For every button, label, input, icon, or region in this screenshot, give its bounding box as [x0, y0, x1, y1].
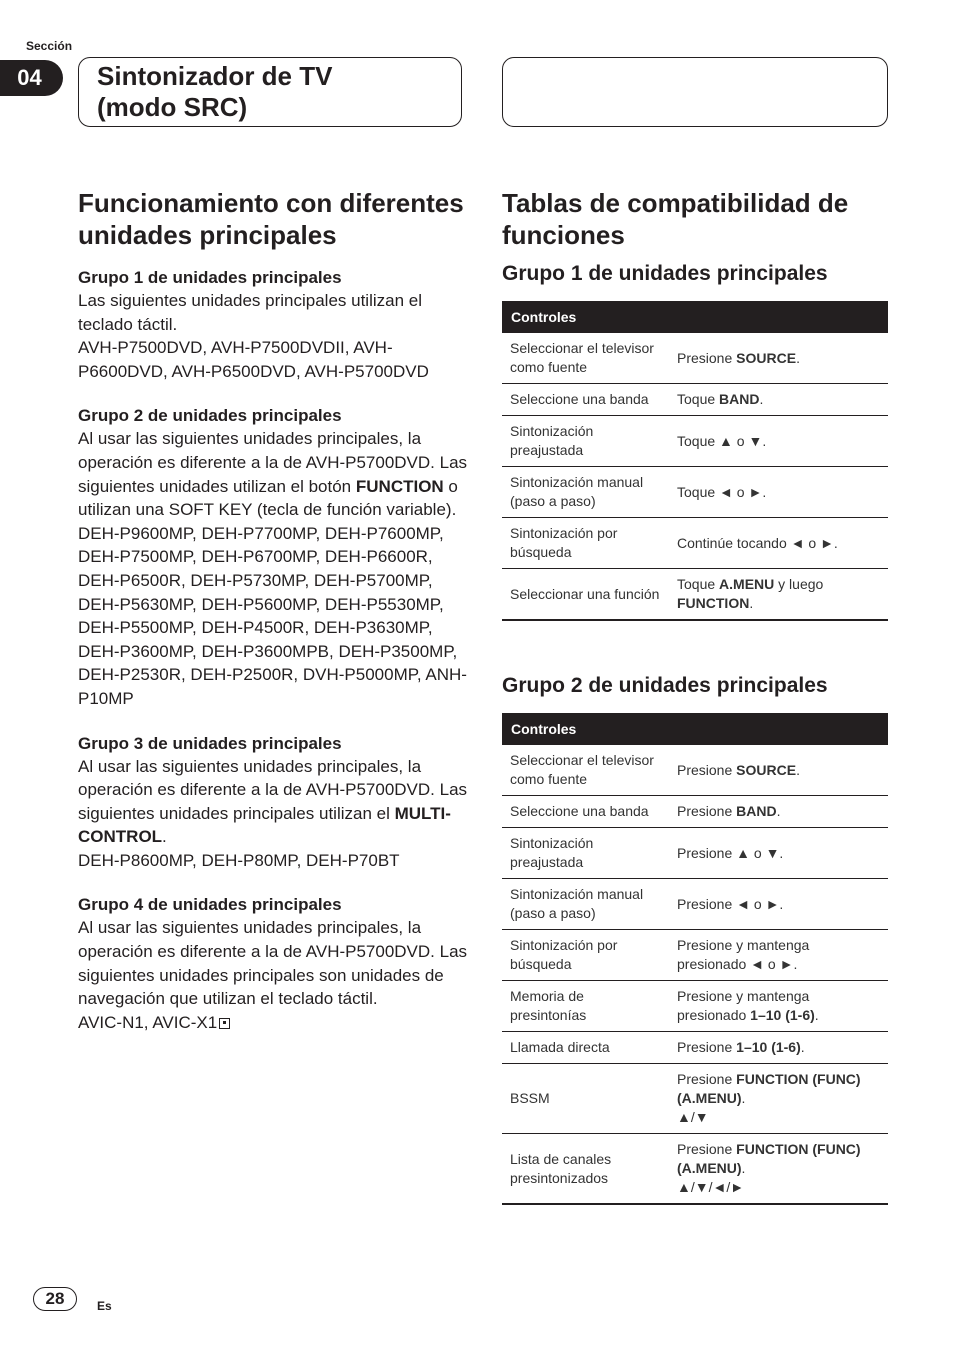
control-name: SOURCE	[736, 349, 797, 366]
group-4-block	[78, 894, 470, 1034]
function-cell: Memoria de presintonías	[502, 981, 669, 1032]
operation-cell	[669, 879, 888, 930]
operation-text: .	[759, 391, 764, 407]
function-cell: Sintonización preajustada	[502, 416, 669, 467]
group-models: AVIC-N1, AVIC-X1	[78, 1011, 470, 1035]
operation-text: Presione	[677, 803, 737, 819]
group-heading: Grupo 3 de unidades principales	[78, 733, 342, 753]
function-cell: Sintonización manual (paso a paso)	[502, 467, 669, 518]
operation-cell	[669, 569, 888, 621]
function-cell: Seleccionar el televisor como fuente	[502, 745, 669, 796]
arrow-keys-text: ▲/▼/◄/►	[677, 1179, 745, 1195]
control-name: FUNCTION (FUNC) (A.MENU)	[677, 1141, 861, 1176]
group-models: AVH-P7500DVD, AVH-P7500DVDII, AVH-P6600DVD, AVH-P6500DVD, AVH-P5700DVD	[78, 338, 429, 381]
group-heading: Grupo 4 de unidades principales	[78, 895, 342, 915]
operation-text: .	[741, 1160, 746, 1176]
control-name: 1–10 (1-6)	[736, 1039, 801, 1055]
left-column	[78, 187, 470, 1034]
operation-text: Presione	[677, 761, 737, 778]
table1-heading: Grupo 1 de unidades principales	[502, 262, 828, 285]
table-row	[502, 796, 888, 828]
group-models: DEH-P8600MP, DEH-P80MP, DEH-P70BT	[78, 850, 400, 870]
table-row	[502, 1064, 888, 1134]
operation-text: Presione ▲ o ▼.	[677, 844, 784, 861]
function-key-label: FUNCTION	[355, 476, 444, 496]
table2-heading: Grupo 2 de unidades principales	[502, 674, 828, 697]
operation-cell	[669, 828, 888, 879]
table-row	[502, 828, 888, 879]
operation-cell	[669, 416, 888, 467]
operation-cell	[669, 981, 888, 1032]
operation-cell	[669, 518, 888, 569]
operation-cell	[669, 796, 888, 828]
group-heading: Grupo 1 de unidades principales	[78, 268, 342, 287]
section-number-tab: 04	[0, 60, 63, 96]
function-cell: Sintonización preajustada	[502, 828, 669, 879]
control-name: 1–10 (1-6)	[750, 1007, 815, 1023]
language-code: Es	[97, 1299, 112, 1313]
operation-cell	[669, 1134, 888, 1205]
table-row	[502, 1134, 888, 1205]
operation-text: Toque	[677, 391, 720, 407]
operation-text: Presione y mantenga presionado ◄ o ►.	[677, 937, 810, 972]
function-cell: Sintonización manual (paso a paso)	[502, 879, 669, 930]
group-text: Las siguientes unidades principales utilizan el teclado táctil.	[78, 291, 422, 334]
operation-cell	[669, 930, 888, 981]
operation-text: .	[814, 1007, 819, 1023]
control-name: BAND	[736, 803, 777, 819]
table-header: Controles	[502, 301, 888, 333]
right-section-title: Tablas de compatibilidad de funciones	[502, 188, 849, 250]
function-cell: Seleccionar el televisor como fuente	[502, 333, 669, 384]
operation-text: Continúe tocando ◄ o ►.	[677, 534, 838, 551]
group-text: Al usar las siguientes unidades principales, la operación es diferente a la de AVH-P5700DVD. Las siguientes unidades utilizan el botón FUNCTION o utilizan una SOFT KEY (tecla de función variable).	[78, 429, 468, 520]
table-row	[502, 1032, 888, 1064]
operation-text: Presione	[677, 349, 737, 366]
operation-cell	[669, 1032, 888, 1064]
operation-text: .	[776, 803, 781, 819]
group-text: Al usar las siguientes unidades principales, la operación es diferente a la de AVH-P5700DVD. Las siguientes unidades principales utilizan el MULTI-CONTROL.	[78, 756, 468, 847]
operation-text: y luego	[774, 576, 824, 592]
table-row	[502, 518, 888, 569]
empty-header-box	[502, 57, 888, 127]
table-group-2	[502, 713, 888, 1205]
page-number: 28	[33, 1287, 77, 1311]
function-cell: Seleccionar una función	[502, 569, 669, 621]
function-cell: Seleccione una banda	[502, 384, 669, 416]
control-name: A.MENU	[719, 576, 775, 592]
group-heading: Grupo 2 de unidades principales	[78, 406, 342, 426]
table-row	[502, 333, 888, 384]
operation-cell	[669, 384, 888, 416]
table-row	[502, 745, 888, 796]
function-cell: Sintonización por búsqueda	[502, 518, 669, 569]
section-label: Sección	[26, 39, 73, 53]
operation-text: .	[741, 1090, 746, 1106]
table-row	[502, 930, 888, 981]
table-row	[502, 879, 888, 930]
function-cell: BSSM	[502, 1064, 669, 1134]
table-row	[502, 981, 888, 1032]
chapter-title-line1: Sintonizador de TV	[97, 61, 333, 91]
arrow-keys-text: ▲/▼	[677, 1109, 709, 1125]
operation-text: Presione	[677, 1071, 737, 1087]
group-2-block	[78, 405, 470, 710]
operation-cell	[669, 1064, 888, 1134]
group-3-block	[78, 733, 470, 873]
operation-cell	[669, 467, 888, 518]
operation-text: Presione	[677, 1039, 737, 1055]
table-group-1	[502, 301, 888, 621]
left-section-title: Funcionamiento con diferentes unidades principales	[78, 188, 464, 250]
table-header: Controles	[502, 713, 888, 745]
right-column	[502, 187, 888, 1205]
operation-cell	[669, 333, 888, 384]
operation-text: .	[800, 1039, 805, 1055]
operation-text: .	[796, 349, 800, 366]
multi-control-label: MULTI-CONTROL	[78, 803, 451, 847]
operation-cell	[669, 745, 888, 796]
table-row	[502, 569, 888, 621]
function-cell: Sintonización por búsqueda	[502, 930, 669, 981]
control-name: BAND	[719, 391, 760, 407]
table-row	[502, 384, 888, 416]
group-text: Al usar las siguientes unidades principales, la operación es diferente a la de AVH-P5700DVD. Las siguientes unidades principales son unidades de navegación que utilizan el teclado táctil.	[78, 918, 468, 1009]
operation-text: .	[796, 761, 800, 778]
table-row	[502, 467, 888, 518]
group-models: DEH-P9600MP, DEH-P7700MP, DEH-P7600MP, DEH-P7500MP, DEH-P6700MP, DEH-P6600R, DEH-P6500R, DEH-P5730MP, DEH-P5700MP, DEH-P5630MP, DEH-P5600MP, DEH-P5530MP, DEH-P5500MP, DEH-P4500R, DEH-P3630MP, DEH-P3600MP, DEH-P3600MPB, DEH-P3500MP, DEH-P2530R, DEH-P2500R, DVH-P5000MP, ANH-P10MP	[78, 523, 467, 708]
operation-text: .	[749, 595, 754, 611]
group-1-block	[78, 267, 470, 383]
operation-text: Presione y mantenga presionado	[677, 988, 810, 1023]
table-row	[502, 416, 888, 467]
function-cell: Seleccione una banda	[502, 796, 669, 828]
operation-text: Presione ◄ o ►.	[677, 895, 784, 912]
operation-text: Toque ◄ o ►.	[677, 483, 767, 500]
operation-text: Toque ▲ o ▼.	[677, 432, 767, 449]
chapter-title-line2: (modo SRC)	[97, 92, 248, 122]
control-name: SOURCE	[736, 761, 797, 778]
control-name: FUNCTION	[677, 595, 750, 611]
function-cell: Llamada directa	[502, 1032, 669, 1064]
control-name: FUNCTION (FUNC) (A.MENU)	[677, 1071, 861, 1106]
boxed-square-icon	[219, 1018, 230, 1029]
chapter-title-box	[78, 57, 462, 127]
function-cell: Lista de canales presintonizados	[502, 1134, 669, 1205]
operation-text: Presione	[677, 1141, 737, 1157]
operation-text: Toque	[677, 576, 720, 592]
